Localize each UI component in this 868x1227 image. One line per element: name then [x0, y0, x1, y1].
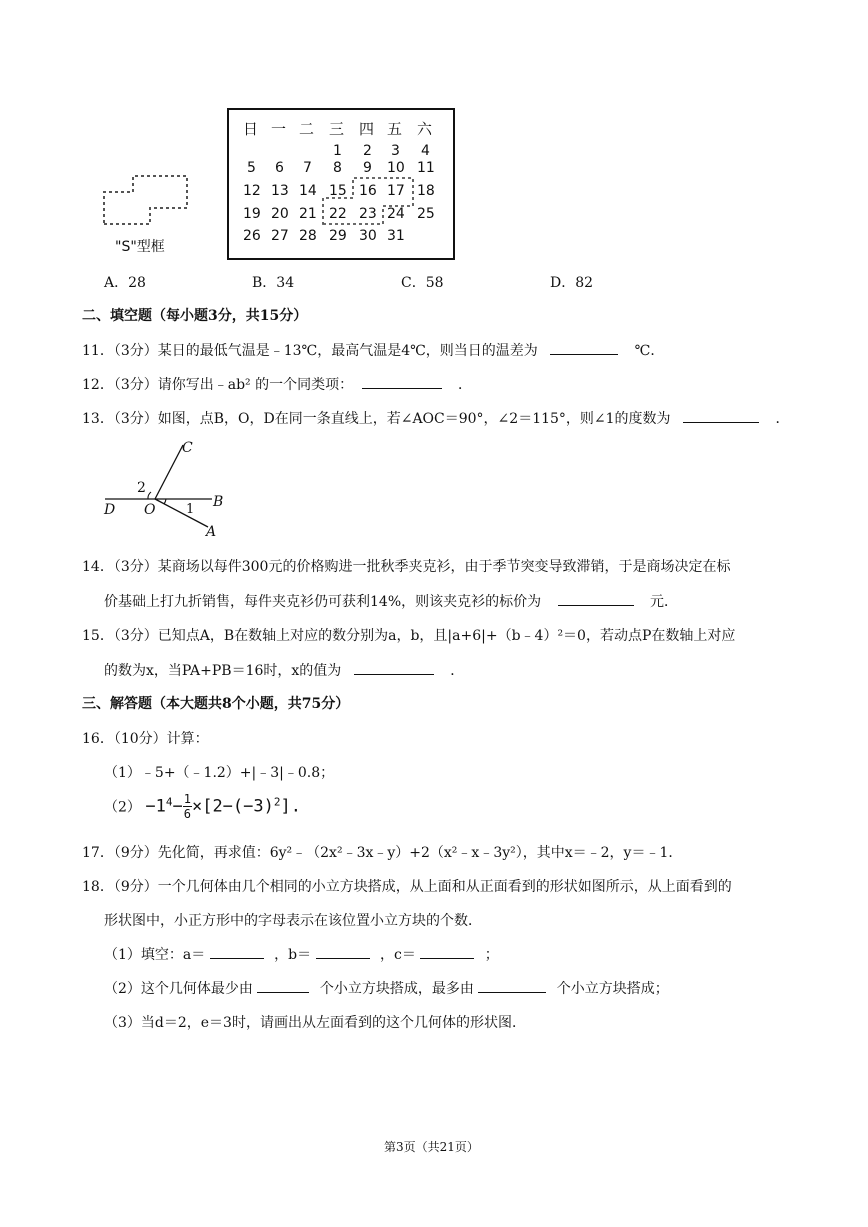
- q13-label-1: 1: [186, 502, 195, 517]
- calendar-day: 20: [271, 206, 289, 222]
- calendar-day: 21: [299, 206, 317, 222]
- q13-tail: ．: [775, 411, 790, 427]
- calendar-day: 18: [417, 183, 435, 199]
- q10-option-c: C．58: [401, 275, 444, 291]
- q14-answer-blank[interactable]: [558, 591, 634, 606]
- q11: [82, 340, 664, 360]
- q18-part1: [104, 944, 499, 964]
- q14-text: 价基础上打九折销售，每件夹克衫仍可获利14%，则该夹克衫的标价为: [104, 594, 542, 610]
- calendar-header-4: 四: [359, 120, 375, 138]
- q13-label-c: C: [182, 440, 193, 456]
- calendar-day: 3: [391, 143, 400, 159]
- calendar-day: 5: [247, 160, 256, 176]
- q13-label-b: B: [213, 494, 224, 510]
- s-frame-figure: [95, 168, 205, 230]
- q13-answer-blank[interactable]: [683, 408, 759, 423]
- calendar-day: 14: [299, 183, 317, 199]
- q15-answer-blank[interactable]: [354, 660, 434, 675]
- calendar-day: 6: [275, 160, 284, 176]
- calendar-day: 13: [271, 183, 289, 199]
- calendar-day: 29: [329, 228, 347, 244]
- q12-answer-blank[interactable]: [362, 374, 442, 389]
- q11-tail: ℃．: [634, 343, 665, 359]
- q16-title: 16．（10分）计算：: [82, 731, 209, 747]
- q10-option-a: A．28: [104, 275, 146, 291]
- calendar-header-0: 日: [243, 120, 259, 138]
- q18-line1: 18．（9分）一个几何体由几个相同的小立方块搭成，从上面和从正面看到的形状如图所示，从上面看到的: [82, 879, 732, 895]
- calendar-day: 23: [359, 206, 377, 222]
- q11-answer-blank[interactable]: [550, 340, 618, 355]
- calendar-header-1: 一: [271, 120, 287, 138]
- calendar-day: 4: [421, 143, 430, 159]
- q18-p2-a: （2）这个几何体最少由: [104, 981, 253, 997]
- q13-label-a: A: [206, 524, 217, 540]
- section3-heading: 三、解答题（本大题共8个小题，共75分）: [82, 696, 350, 712]
- calendar-header-6: 六: [417, 120, 433, 138]
- q11-text: 11．（3分）某日的最低气温是﹣13℃，最高气温是4℃，则当日的温差为: [82, 343, 538, 359]
- section2-heading: 二、填空题（每小题3分，共15分）: [82, 308, 308, 324]
- calendar-day: 28: [299, 228, 317, 244]
- q16-part2-prefix: （2）: [104, 799, 141, 816]
- q16-part2-expression: $-1^4-$ $\frac{1}{6}$ $\times[2-(-3)^2]$.: [145, 792, 301, 821]
- calendar-day: 27: [271, 228, 289, 244]
- q15-line1: 15．（3分）已知点A，B在数轴上对应的数分别为a，b，且|a+6|+（b﹣4）²＝0，若动点P在数轴上对应: [82, 628, 736, 644]
- q18-c-blank[interactable]: [420, 944, 474, 959]
- calendar-day: 17: [387, 183, 405, 199]
- q18-part3: （3）当d＝2，e＝3时，请画出从左面看到的这个几何体的形状图．: [104, 1015, 526, 1031]
- q18-p1-b-label: ，b＝: [274, 947, 312, 963]
- calendar-day: 22: [329, 206, 347, 222]
- q18-min-blank[interactable]: [257, 978, 309, 993]
- calendar-header-5: 五: [387, 120, 403, 138]
- calendar-day: 12: [243, 183, 261, 199]
- q18-p2-c: 个小立方块搭成；: [556, 981, 669, 997]
- q14-line1: 14．（3分）某商场以每件300元的价格购进一批秋季夹克衫，由于季节突变导致滞销，于是商场决定在标: [82, 559, 731, 575]
- q14-line2: [104, 591, 678, 611]
- calendar-day: 2: [363, 143, 372, 159]
- q12-tail: ．: [458, 377, 472, 393]
- calendar-table: [227, 108, 455, 260]
- q14-tail: 元．: [650, 594, 679, 610]
- q17: 17．（9分）先化简，再求值：6y²﹣（2x²﹣3x﹣y）+2（x²﹣x﹣3y²），其中x＝﹣2，y＝﹣1．: [82, 845, 683, 861]
- q10-option-b: B．34: [252, 275, 295, 291]
- page-footer: 第3页（共21页）: [384, 1140, 479, 1154]
- q12-text: 12．（3分）请你写出﹣ab² 的一个同类项：: [82, 377, 354, 393]
- q16-part2: [104, 792, 301, 821]
- q13: [82, 408, 789, 428]
- q18-a-blank[interactable]: [210, 944, 264, 959]
- q18-max-blank[interactable]: [478, 978, 546, 993]
- calendar-s-frame: [229, 110, 453, 258]
- q15-text: 的数为x，当PA+PB＝16时，x的值为: [104, 663, 342, 679]
- calendar-day: 16: [359, 183, 377, 199]
- q15-line2: [104, 660, 464, 680]
- q18-p2-b: 个小立方块搭成，最多由: [319, 981, 474, 997]
- q18-part2: [104, 978, 669, 998]
- q10-option-d: D．82: [550, 275, 594, 291]
- calendar-day: 1: [333, 143, 342, 159]
- calendar-day: 7: [303, 160, 312, 176]
- q13-label-o: O: [144, 502, 156, 518]
- calendar-day: 10: [387, 160, 405, 176]
- calendar-day: 25: [417, 206, 435, 222]
- calendar-header-2: 二: [299, 120, 315, 138]
- q13-label-d: D: [104, 502, 116, 518]
- q18-p1-end: ；: [484, 947, 499, 963]
- q13-label-2: 2: [137, 480, 146, 496]
- calendar-day: 15: [329, 183, 347, 199]
- q12: [82, 374, 472, 394]
- calendar-day: 11: [417, 160, 435, 176]
- calendar-day: 24: [387, 206, 405, 222]
- q18-line2: 形状图中，小正方形中的字母表示在该位置小立方块的个数．: [104, 913, 482, 929]
- q15-tail: ．: [450, 663, 465, 679]
- q16-part1: （1）﹣5+（﹣1.2）+|﹣3|﹣0.8；: [104, 765, 335, 781]
- calendar-day: 30: [359, 228, 377, 244]
- calendar-day: 8: [333, 160, 342, 176]
- calendar-header-3: 三: [329, 120, 345, 138]
- s-frame-label: "S"型框: [115, 239, 165, 255]
- q13-text: 13．（3分）如图，点B，O，D在同一条直线上，若∠AOC＝90°，∠2＝115°，则∠1的度数为: [82, 411, 671, 427]
- calendar-day: 26: [243, 228, 261, 244]
- calendar-day: 19: [243, 206, 261, 222]
- q18-b-blank[interactable]: [316, 944, 370, 959]
- calendar-day: 9: [363, 160, 372, 176]
- q18-p1-c-label: ，c＝: [380, 947, 416, 963]
- q18-p1-a-label: （1）填空：a＝: [104, 947, 206, 963]
- calendar-day: 31: [387, 228, 405, 244]
